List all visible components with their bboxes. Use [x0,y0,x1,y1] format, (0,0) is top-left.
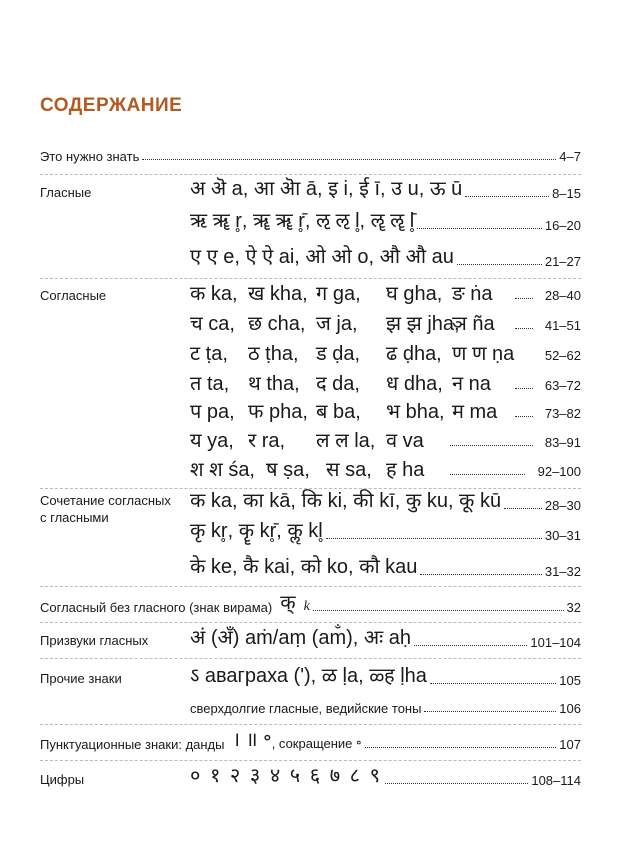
dot-leader [313,610,564,611]
dot-leader [450,474,525,475]
consonant-cell: भ bha, [386,401,445,423]
dot-leader [326,538,542,539]
combination-row-text: क ka, का kā, कि ki, की kī, कु ku, कू kū [190,490,502,512]
section-divider [40,586,581,587]
consonant-cell: ग ga, [316,283,361,305]
consonant-cell: क ka, [190,283,238,305]
consonant-cell: ङ ṅa [452,283,493,305]
consonant-row-6[interactable] [190,427,581,453]
digits-text: ० १ २ ३ ४ ५ ६ ७ ८ ९ [190,765,383,787]
consonant-cell: थ tha, [248,373,300,395]
entry-label: Это нужно знать [40,149,140,164]
dot-leader [515,328,533,329]
section-label-vowels: Гласные [40,185,92,200]
page-range: 101–104 [530,635,581,650]
dot-leader [365,747,557,748]
consonant-cell: श श śa, [190,459,255,481]
toc-entry-intro[interactable] [40,138,581,164]
consonant-cell: झ झ jha, [386,313,460,335]
page-range: 8–15 [552,186,581,201]
dot-leader [385,783,528,784]
section-label-digits: Цифры [40,772,85,787]
consonant-cell: छ cha, [248,313,306,335]
section-divider [40,658,581,659]
combination-row-text: के ke, कै kai, को ko, कौ kau [190,556,418,578]
toc-entry-combinations-3[interactable] [190,553,581,579]
prizvuki-text: अं (अँ) aṁ/aṃ (am̐), अः aḥ [190,627,412,649]
dot-leader [515,388,533,389]
page-range: 83–91 [544,435,581,450]
consonant-cell: ब ba, [316,401,361,423]
section-label-combinations-2: с гласными [40,510,109,525]
dot-leader [142,159,556,160]
toc-entry-digits[interactable] [190,762,581,788]
other-row-text: ऽ аваграха ('), ळ ḷa, ळ्ह ḷha [190,665,427,687]
page-range: 30–31 [544,528,581,543]
page-range: 73–82 [544,406,581,421]
page-range: 31–32 [544,564,581,579]
consonant-cell: ष ṣa, [266,459,310,481]
page-title: СОДЕРЖАНИЕ [40,95,183,116]
page-range: 107 [559,737,581,752]
consonant-row-1[interactable] [190,280,581,306]
consonant-cell: न na [452,373,491,395]
vowel-row-text: अ ऄ a, आ ऄा ā, इ i, ई ī, उ u, ऊ ū [190,178,463,200]
toc-entry-vowels-3[interactable] [190,243,581,269]
consonant-cell: ख kha, [248,283,308,305]
toc-entry-combinations-1[interactable] [190,487,581,513]
section-divider [40,724,581,725]
toc-entry-vowels-2[interactable] [190,207,581,233]
consonant-cell: ण ण ṇa [452,343,515,365]
consonant-cell: म ma [452,401,498,423]
dot-leader [457,264,542,265]
consonant-cell: व va [386,430,424,452]
page-range: 106 [559,701,581,716]
toc-entry-virama[interactable] [40,589,581,615]
consonant-cell: ल ल la, [316,430,376,452]
page-range: 21–27 [544,254,581,269]
consonant-row-7[interactable] [190,456,581,482]
dot-leader [465,196,549,197]
consonant-cell: च ca, [190,313,235,335]
toc-entry-prizvuki[interactable] [190,624,581,650]
section-label-other: Прочие знаки [40,671,122,686]
combination-row-text: कृ kr̥, कॄ kr̥̄, कॢ kl̥ [190,520,323,542]
other-row-text: сверхдолгие гласные, ведийские тоны [190,701,422,716]
consonant-cell: ठ ṭha, [248,343,299,365]
dot-leader [515,298,533,299]
consonant-cell: ज ja, [316,313,358,335]
entry-label: Согласный без гласного (знак вирама) [40,600,273,615]
consonant-cell: ढ ḍha, [386,343,442,365]
toc-entry-vowels-1[interactable] [190,175,581,201]
dot-leader [417,228,542,229]
section-label-combinations: Сочетание согласных [40,493,171,508]
consonant-cell: स sa, [326,459,372,481]
page-range: 28–40 [544,288,581,303]
dot-leader [504,508,542,509]
consonant-cell: र ra, [248,430,286,452]
consonant-cell: ट ṭa, [190,343,228,365]
toc-entry-other-2[interactable] [190,690,581,716]
consonant-row-4[interactable] [190,370,581,396]
consonant-row-5[interactable] [190,398,581,424]
page-range: 41–51 [544,318,581,333]
section-divider [40,278,581,279]
dot-leader [414,645,527,646]
consonant-cell: ड ḍa, [316,343,361,365]
virama-translit: k [303,599,310,614]
page-range: 63–72 [544,378,581,393]
consonant-cell: त ta, [190,373,230,395]
abbreviation-text: , сокращение ॰ [271,736,362,751]
page-range: 105 [559,673,581,688]
consonant-cell: घ gha, [386,283,443,305]
consonant-cell: ध dha, [386,373,443,395]
consonant-cell: फ pha, [248,401,308,423]
consonant-row-3[interactable] [190,340,581,366]
vowel-row-text: ऋ ॠ r̥, ॠ ॠ r̥̄, ऌ ऌ l̥, ॡ ॡ l̥̄ [190,210,415,232]
dot-leader [515,416,533,417]
dot-leader [430,683,556,684]
consonant-cell: प pa, [190,401,235,423]
dot-leader [420,574,541,575]
danda-marks: । ॥ ॰ [232,729,272,751]
consonant-cell: द da, [316,373,360,395]
page-range: 108–114 [531,773,581,788]
consonant-row-2[interactable] [190,310,581,336]
dot-leader [424,711,556,712]
page-range: 52–62 [544,348,581,363]
dot-leader [450,445,533,446]
consonant-cell: ञ ña [452,313,495,335]
toc-entry-combinations-2[interactable] [190,517,581,543]
section-label-consonants: Согласные [40,288,107,303]
toc-entry-punctuation[interactable] [40,726,581,752]
entry-label: Пунктуационные знаки: данды [40,737,225,752]
page-range: 16–20 [544,218,581,233]
section-label-prizvuki: Призвуки гласных [40,633,149,648]
page-range: 28–30 [544,498,581,513]
page-range: 92–100 [537,464,581,479]
toc-entry-other-1[interactable] [190,662,581,688]
page-range: 4–7 [559,149,581,164]
consonant-cell: य ya, [190,430,234,452]
page-range: 32 [566,600,581,615]
consonant-cell: ह ha [386,459,425,481]
virama-glyph: क् [280,592,296,614]
vowel-row-text: ए ए e, ऐ ऐ ai, ओ ओ o, औ औ au [190,246,454,268]
